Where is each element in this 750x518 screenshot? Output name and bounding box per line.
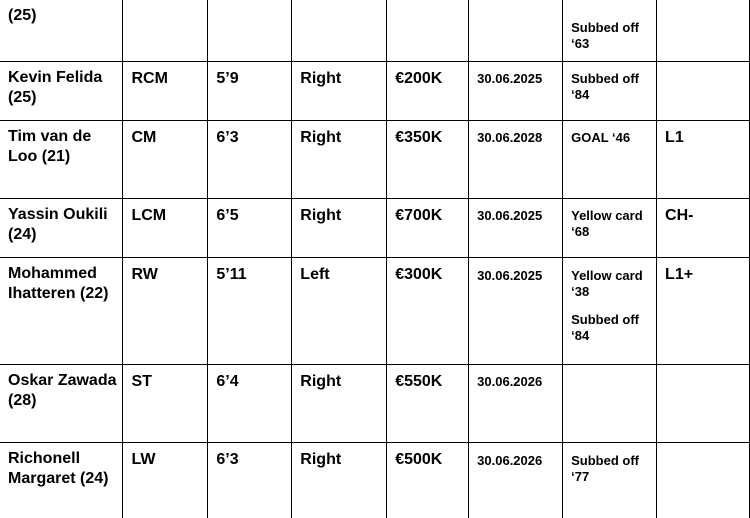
match-events-cell	[563, 62, 657, 121]
table-row	[0, 121, 750, 199]
tag-cell: CH-	[657, 199, 750, 258]
value-cell	[387, 0, 469, 62]
position-cell: LCM	[123, 199, 208, 258]
tag-cell	[657, 0, 750, 62]
position-cell: ST	[123, 365, 208, 443]
value-cell: €550K	[387, 365, 469, 443]
contract-cell: 30.06.2025	[469, 199, 563, 258]
tag-cell: L1+	[657, 258, 750, 365]
height-cell	[208, 0, 292, 62]
height-cell: 6’4	[208, 365, 292, 443]
position-cell: RCM	[123, 62, 208, 121]
match-events-cell	[563, 365, 657, 443]
match-event: Subbed off ‘63	[571, 20, 640, 51]
match-event: Subbed off ‘84	[571, 71, 640, 102]
contract-cell	[469, 0, 563, 62]
foot-cell	[292, 0, 387, 62]
contract-cell: 30.06.2026	[469, 365, 563, 443]
player-cell: (25)	[0, 0, 123, 62]
position-cell	[123, 0, 208, 62]
table-row	[0, 443, 750, 518]
table-row	[0, 62, 750, 121]
value-cell: €350K	[387, 121, 469, 199]
match-event: GOAL ‘46	[571, 130, 631, 145]
match-event: Subbed off ‘84	[571, 312, 640, 343]
height-cell: 5’11	[208, 258, 292, 365]
foot-cell: Right	[292, 443, 387, 518]
value-cell: €200K	[387, 62, 469, 121]
contract-cell: 30.06.2025	[469, 258, 563, 365]
contract-cell: 30.06.2026	[469, 443, 563, 518]
player-cell: Mohammed Ihatteren (22)	[0, 258, 123, 365]
match-event: Subbed off ‘77	[571, 453, 640, 484]
match-events-cell	[563, 121, 657, 199]
foot-cell: Right	[292, 62, 387, 121]
match-events-cell	[563, 258, 657, 365]
match-events-cell	[563, 0, 657, 62]
height-cell: 6’5	[208, 199, 292, 258]
player-cell: Oskar Zawada (28)	[0, 365, 123, 443]
height-cell: 6’3	[208, 443, 292, 518]
player-cell: Richonell Margaret (24)	[0, 443, 123, 518]
player-cell: Yassin Oukili (24)	[0, 199, 123, 258]
table-row	[0, 258, 750, 365]
value-cell: €500K	[387, 443, 469, 518]
contract-cell: 30.06.2025	[469, 62, 563, 121]
height-cell: 5’9	[208, 62, 292, 121]
match-events-cell	[563, 443, 657, 518]
tag-cell	[657, 62, 750, 121]
height-cell: 6’3	[208, 121, 292, 199]
foot-cell: Right	[292, 365, 387, 443]
tag-cell	[657, 365, 750, 443]
position-cell: RW	[123, 258, 208, 365]
value-cell: €700K	[387, 199, 469, 258]
table-row	[0, 199, 750, 258]
match-event: Yellow card ‘68	[571, 208, 643, 239]
contract-cell: 30.06.2028	[469, 121, 563, 199]
table-row	[0, 365, 750, 443]
table-row	[0, 0, 750, 62]
position-cell: LW	[123, 443, 208, 518]
match-event: Yellow card ‘38	[571, 268, 643, 299]
value-cell: €300K	[387, 258, 469, 365]
foot-cell: Right	[292, 199, 387, 258]
foot-cell: Left	[292, 258, 387, 365]
tag-cell: L1	[657, 121, 750, 199]
foot-cell: Right	[292, 121, 387, 199]
tag-cell	[657, 443, 750, 518]
player-cell: Tim van de Loo (21)	[0, 121, 123, 199]
player-cell: Kevin Felida (25)	[0, 62, 123, 121]
match-events-cell	[563, 199, 657, 258]
position-cell: CM	[123, 121, 208, 199]
